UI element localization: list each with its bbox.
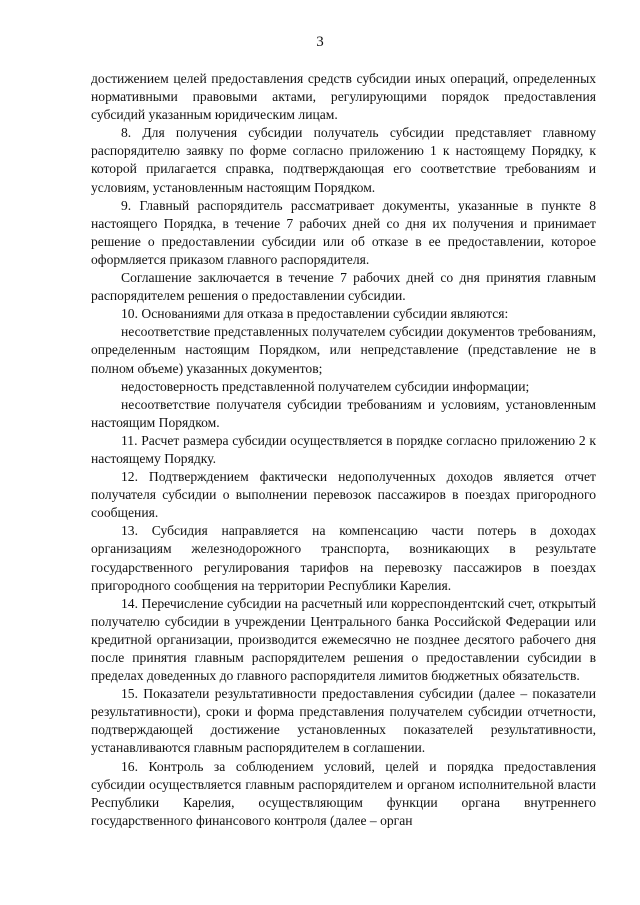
paragraph-item-16: 16. Контроль за соблюдением условий, целей и порядка предоставления субсидии осуществляется главным распорядителем и органом исполнительной власти Республики Карелия, осуществляющим функции органа внутреннего государственного финансового контроля (далее – орган <box>91 758 596 828</box>
paragraph-refusal-reason-2: недостоверность представленной получателем субсидии информации; <box>121 378 530 394</box>
paragraph-refusal-reason-1: несоответствие представленных получателем субсидии документов требованиям, определенным настоящим Порядком, или непредставление (представление не в полном объеме) указанных документов; <box>91 324 596 376</box>
paragraph-item-9: 9. Главный распорядитель рассматривает документы, указанные в пункте 8 настоящего Порядка, в течение 7 рабочих дней со дня их получения и принимает решение о предоставлении субсидии или об отказе в ее предоставлении, которое оформляется приказом главного распорядителя. <box>91 197 596 267</box>
paragraph-item-13: 13. Субсидия направляется на компенсацию части потерь в доходах организациям железнодорожного транспорта, возникающих в результате государственного регулирования тарифов на перевозку пассажиров в поездах пригородного сообщения на территории Республики Карелия. <box>91 523 596 593</box>
paragraph-item-11: 11. Расчет размера субсидии осуществляется в порядке согласно приложению 2 к настоящему Порядку. <box>91 432 596 466</box>
paragraph-refusal-reason-3: несоответствие получателя субсидии требованиям и условиям, установленным настоящим Порядком. <box>91 396 596 430</box>
paragraph-item-12: 12. Подтверждением фактически недополученных доходов является отчет получателя субсидии о выполнении перевозок пассажиров в поездах пригородного сообщения. <box>91 469 596 521</box>
paragraph-agreement: Соглашение заключается в течение 7 рабочих дней со дня принятия главным распорядителем решения о предоставлении субсидии. <box>91 270 596 304</box>
paragraph-item-8: 8. Для получения субсидии получатель субсидии представляет главному распорядителю заявку по форме согласно приложению 1 к настоящему Порядку, к которой прилагается справка, подтверждающая его соответствие требованиям и условиям, установленным настоящим Порядком. <box>91 125 596 195</box>
paragraph-item-10: 10. Основаниями для отказа в предоставлении субсидии являются: <box>121 306 509 322</box>
paragraph-item-15: 15. Показатели результативности предоставления субсидии (далее – показатели результативности), сроки и форма представления получателем субсидии отчетности, подтверждающей достижение установленных показателей результативности, устанавливаются главным распорядителем в соглашении. <box>91 686 596 756</box>
document-body <box>91 70 596 830</box>
page-number: 3 <box>316 34 324 50</box>
paragraph-item-14: 14. Перечисление субсидии на расчетный или корреспондентский счет, открытый получателю субсидии в учреждении Центрального банка Российской Федерации или кредитной организации, производится ежемесячно не позднее десятого рабочего дня после принятия главным распорядителем решения о предоставлении субсидии в пределах доведенных до главного распорядителя лимитов бюджетных обязательств. <box>91 595 596 684</box>
paragraph-continuation: достижением целей предоставления средств субсидии иных операций, определенных нормативными правовыми актами, регулирующими порядок предоставления субсидий указанным юридическим лицам. <box>91 71 596 123</box>
